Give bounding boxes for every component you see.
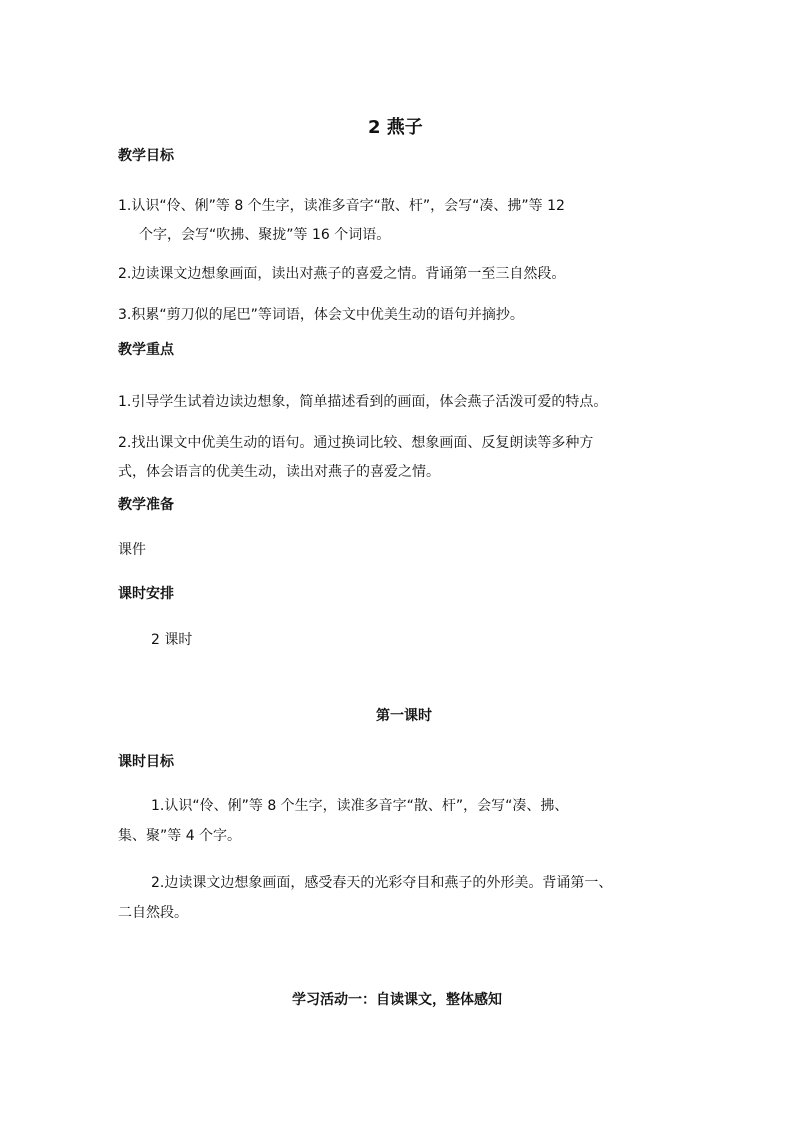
schedule-content: 2 课时 [151,632,193,648]
objectives-heading: 教学目标 [118,148,174,164]
key-point-item-1: 1.引导学生试着边读边想象，简单描述看到的画面，体会燕子活泼可爱的特点。 [118,394,608,410]
document-title: 2 燕子 [368,117,423,138]
key-point-item-2-line-2: 式，体会语言的优美生动，读出对燕子的喜爱之情。 [118,464,440,480]
preparation-content: 课件 [118,542,146,558]
key-points-heading: 教学重点 [118,342,174,358]
lesson-objective-item-2-line-1: 2.边读课文边想象画面，感受春天的光彩夺目和燕子的外形美。背诵第一、 [151,875,613,891]
lesson-objective-item-1-line-1: 1.认识“伶、俐”等 8 个生字，读准多音字“散、杆”，会写“凑、拂、 [151,798,569,814]
lesson-objective-item-1-line-2: 集、聚”等 4 个字。 [118,828,242,844]
objective-item-1-line-1: 1.认识“伶、俐”等 8 个生字，读准多音字“散、杆”，会写“凑、拂”等 12 [118,198,565,214]
key-point-item-2-line-1: 2.找出课文中优美生动的语句。通过换词比较、想象画面、反复朗读等多种方 [118,435,594,451]
lesson-objectives-heading: 课时目标 [118,754,174,770]
lesson-objective-item-2-line-2: 二自然段。 [118,905,188,921]
schedule-heading: 课时安排 [118,586,174,602]
objective-item-1-line-2: 个字，会写“吹拂、聚拢”等 16 个词语。 [139,227,391,243]
activity-one-heading: 学习活动一：自读课文，整体感知 [292,992,502,1008]
objective-item-2: 2.边读课文边想象画面，读出对燕子的喜爱之情。背诵第一至三自然段。 [118,266,566,282]
preparation-heading: 教学准备 [118,497,174,513]
lesson-one-heading: 第一课时 [376,708,432,724]
objective-item-3: 3.积累“剪刀似的尾巴”等词语，体会文中优美生动的语句并摘抄。 [118,307,524,323]
